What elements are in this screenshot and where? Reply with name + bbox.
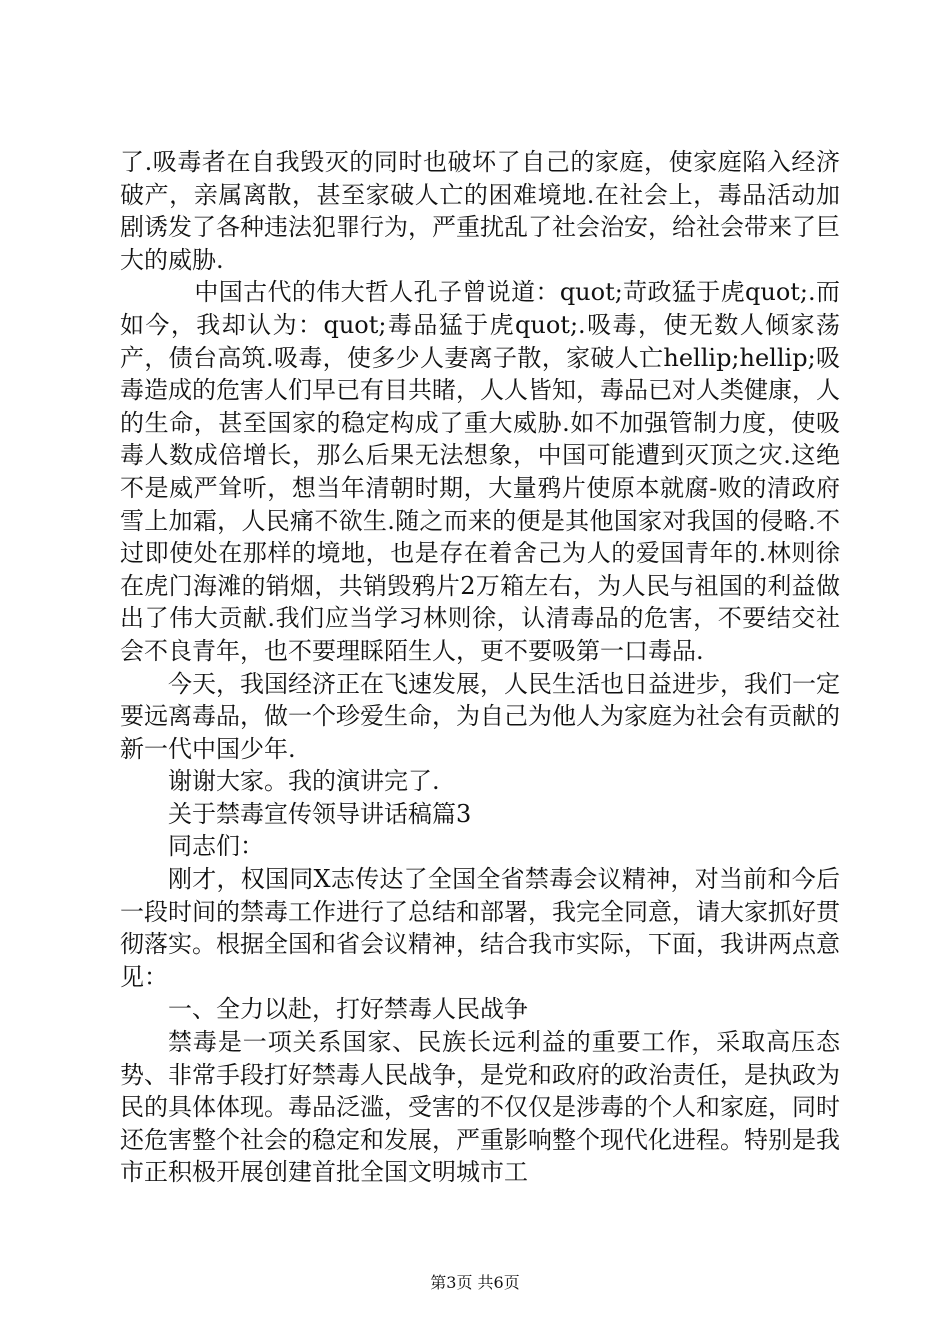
paragraph-2: 中国古代的伟大哲人孔子曾说道：quot;苛政猛于虎quot;.而如今，我却认为：quot;毒品猛于虎quot;.吸毒，使无数人倾家荡产，债台高筑.吸毒，使多少人妻离子散，家破人亡hellip;hellip;吸毒造成的危害人们早已有目共睹，人人皆知，毒品已对人类健康，人的生命，甚至国家的稳定构成了重大威胁.如不加强管制力度，使吸毒人数成倍增长，那么后果无法想象，中国可能遭到灭顶之灾.这绝不是威严耸听，想当年清朝时期，大量鸦片使原本就腐-败的清政府雪上加霜，人民痛不欲生.随之而来的便是其他国家对我国的侵略.不过即使处在那样的境地，也是存在着舍己为人的爱国青年的.林则徐在虎门海滩的销烟，共销毁鸦片2万箱左右，为人民与祖国的利益做出了伟大贡献.我们应当学习林则徐，认清毒品的危害，不要结交社会不良青年，也不要理睬陌生人，更不要吸第一口毒品. [120, 278, 840, 665]
paragraph-3: 今天，我国经济正在飞速发展，人民生活也日益进步，我们一定要远离毒品，做一个珍爱生命，为自己为他人为家庭为社会有贡献的新一代中国少年. [120, 669, 840, 763]
body-text [120, 146, 840, 1189]
paragraph-5: 刚才，权国同X志传达了全国全省禁毒会议精神，对当前和今后一段时间的禁毒工作进行了总结和部署，我完全同意，请大家抓好贯彻落实。根据全国和省会议精神，结合我市实际，下面，我讲两点意见： [120, 865, 840, 991]
page-number: 第3页 共6页 [430, 1273, 520, 1292]
paragraph-6: 禁毒是一项关系国家、民族长远利益的重要工作，采取高压态势、非常手段打好禁毒人民战争，是党和政府的政治责任，是执政为民的具体体现。毒品泛滥，受害的不仅仅是涉毒的个人和家庭，同时还危害整个社会的稳定和发展，严重影响整个现代化进程。特别是我市正积极开展创建首批全国文明城市工 [120, 1028, 840, 1187]
subheading-1: 一、全力以赴，打好禁毒人民战争 [168, 995, 528, 1024]
section-title: 关于禁毒宣传领导讲话稿篇3 [168, 799, 472, 828]
page-footer [0, 1270, 950, 1293]
salutation: 同志们： [168, 832, 264, 861]
paragraph-4: 谢谢大家。我的演讲完了. [168, 767, 440, 796]
paragraph-1: 了.吸毒者在自我毁灭的同时也破坏了自己的家庭，使家庭陷入经济破产，亲属离散，甚至家破人亡的困难境地.在社会上，毒品活动加剧诱发了各种违法犯罪行为，严重扰乱了社会治安，给社会带来了巨大的威胁. [120, 148, 840, 274]
